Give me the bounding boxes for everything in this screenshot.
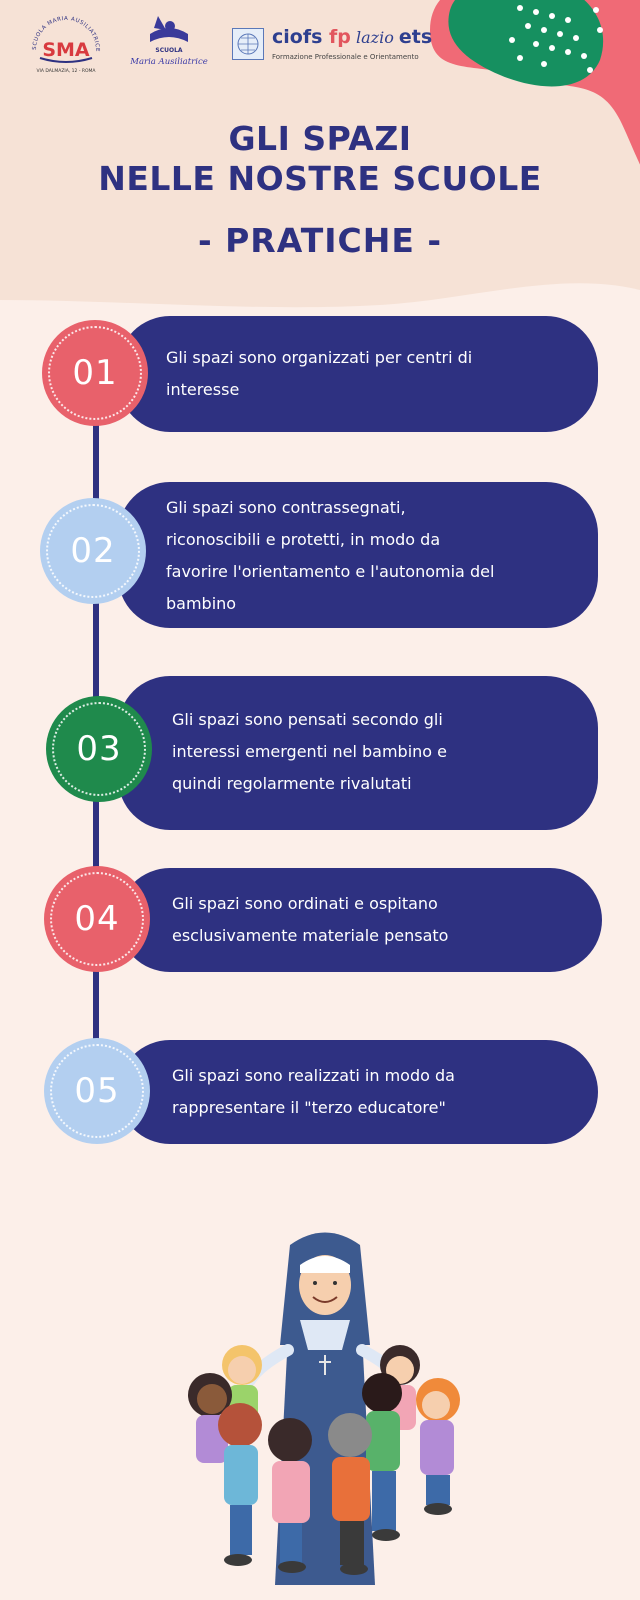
svg-text:SCUOLA: SCUOLA	[155, 47, 183, 54]
item-number-badge-05	[44, 1038, 150, 1144]
svg-text:SMA: SMA	[42, 39, 90, 61]
item-card-05	[118, 1040, 598, 1144]
header-logos	[0, 0, 640, 90]
sma-logo-icon	[26, 12, 106, 76]
item-number-01: 01	[72, 353, 118, 393]
page-subtitle: - PRATICHE -	[197, 221, 443, 260]
ciofs-name: ciofs fp lazio ets	[272, 26, 433, 48]
item-card-01	[118, 316, 598, 432]
item-number-04: 04	[74, 899, 120, 939]
item-card-03	[118, 676, 598, 830]
item-card-04	[118, 868, 602, 972]
page-title-line-1: GLI SPAZI	[228, 119, 412, 158]
scuola-maria-ausiliatrice-logo-icon	[128, 12, 210, 74]
item-number-badge-03	[46, 696, 152, 802]
svg-text:Maria Ausiliatrice: Maria Ausiliatrice	[130, 57, 208, 67]
page-title-line-2: NELLE NOSTRE SCUOLE	[98, 159, 542, 198]
item-number-02: 02	[70, 531, 116, 571]
item-number-badge-01	[42, 320, 148, 426]
item-text-05: Gli spazi sono realizzati in modo da rappresentare il "terzo educatore"	[172, 1066, 455, 1117]
ciofs-subtitle: Formazione Professionale e Orientamento	[272, 53, 419, 61]
item-text-01: Gli spazi sono organizzati per centri di interesse	[166, 348, 473, 399]
item-number-badge-04	[44, 866, 150, 972]
item-text-04: Gli spazi sono ordinati e ospitano esclusivamente materiale pensato	[172, 894, 449, 945]
item-text-03: Gli spazi sono pensati secondo gli interessi emergenti nel bambino e quindi regolarmente rivalutati	[172, 710, 448, 793]
nun-with-children-illustration-icon	[170, 1225, 500, 1590]
item-number-badge-02	[40, 498, 146, 604]
item-number-03: 03	[76, 729, 122, 769]
item-number-05: 05	[74, 1071, 120, 1111]
svg-text:SCUOLA MARIA AUSILIATRICE: SCUOLA MARIA AUSILIATRICE	[31, 15, 101, 53]
ciofs-fp-logo	[232, 26, 433, 70]
item-card-02	[118, 482, 598, 628]
item-text-02: Gli spazi sono contrassegnati, riconoscibili e protetti, in modo da favorire l'orientamento e l'autonomia del bambino	[166, 498, 495, 613]
svg-text:VIA DALMAZIA, 12 - ROMA: VIA DALMAZIA, 12 - ROMA	[36, 69, 96, 74]
globe-grid-icon	[232, 28, 264, 60]
